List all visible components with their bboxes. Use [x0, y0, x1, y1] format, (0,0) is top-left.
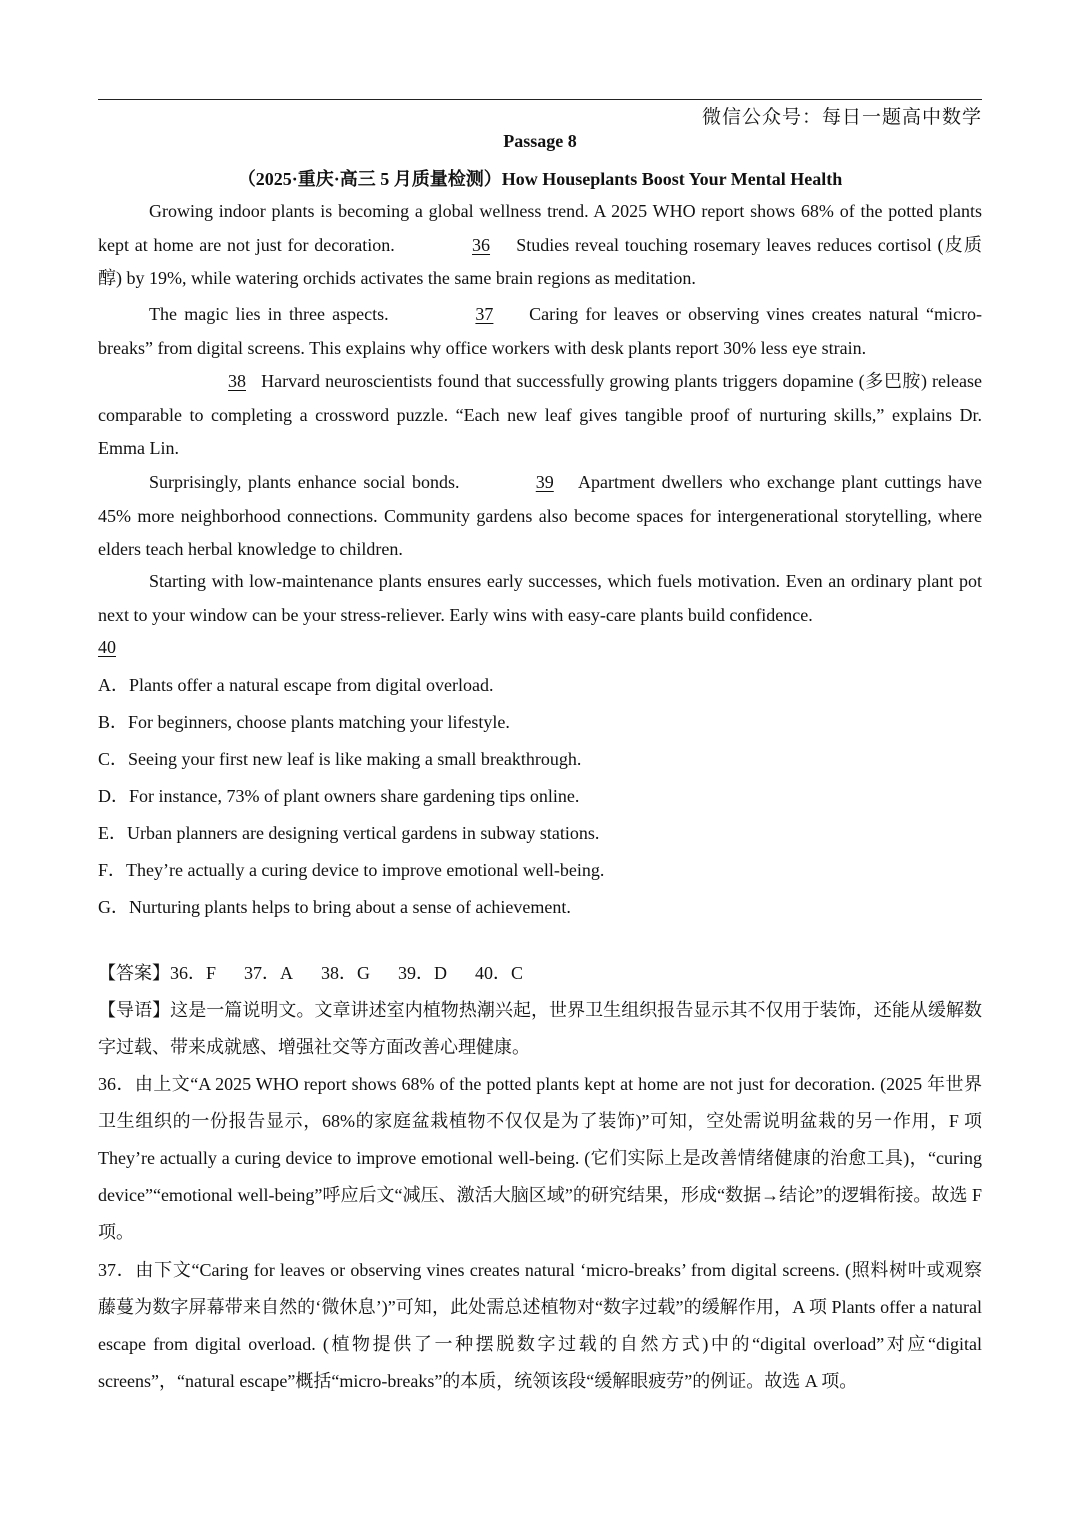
blank-37: 37: [475, 304, 494, 324]
option-a: A．Plants offer a natural escape from digital overload.: [98, 675, 494, 695]
header-rule: [98, 99, 982, 100]
paragraph-5-blank: [98, 631, 982, 665]
paragraph-3: 38 Harvard neuroscientists found that successfully growing plants triggers dopamine (多巴胺) release comparable to completing a crossword puzzle. “Each new leaf gives tangible proof of nurturing skills,” explains Dr. Emma Lin.: [98, 365, 982, 466]
answer-37: 37．A: [244, 963, 294, 983]
answer-36: 36．F: [170, 963, 217, 983]
blank-39: 39: [535, 472, 554, 492]
paragraph-5: Starting with low-maintenance plants ensures early successes, which fuels motivation. Even an ordinary plant pot next to your window can be your stress-reliever. Early wins with easy-care plants build confidence.: [98, 571, 982, 625]
answer-39: 39．D: [398, 963, 448, 983]
answer-key: [98, 955, 982, 992]
answer-label: 【答案】: [98, 963, 170, 983]
header-watermark: 微信公众号：每日一题高中数学: [701, 106, 982, 128]
passage-label: Passage 8: [503, 131, 577, 151]
answer-38: 38．G: [321, 963, 371, 983]
paragraph-1: Growing indoor plants is becoming a global wellness trend. A 2025 WHO report shows 68% of the potted plants kept at home are not just for decoration. 36 Studies reveal touching rosemary leaves reduces cortisol (皮质醇) by 19%, while watering orchids activates the same brain regions as meditation.: [98, 201, 983, 288]
blank-40: 40: [98, 637, 116, 657]
option-d: D．For instance, 73% of plant owners share gardening tips online.: [98, 786, 580, 806]
paragraph-2: The magic lies in three aspects. 37 Caring for leaves or observing vines creates natural “micro-breaks” from digital screens. This explains why office workers with desk plants report 30% less eye strain.: [98, 298, 982, 365]
explanation-36: 36．由上文“A 2025 WHO report shows 68% of the potted plants kept at home are not just for decoration. (2025 年世界卫生组织的一份报告显示，68%的家庭盆栽植物不仅仅是为了装饰)”可知，空处需说明盆栽的另一作用，F 项 They’re actually a curing device to improve emotional well-being. (它们实际上是改善情绪健康的治愈工具)，“curing device”“emotional well-being”呼应后文“减压、激活大脑区域”的研究结果，形成“数据→结论”的逻辑衔接。故选 F 项。: [98, 1074, 982, 1242]
answer-40: 40．C: [475, 963, 524, 983]
option-c: C．Seeing your first new leaf is like making a small breakthrough.: [98, 749, 582, 769]
option-e: E．Urban planners are designing vertical gardens in subway stations.: [98, 823, 600, 843]
option-f: F．They’re actually a curing device to improve emotional well-being.: [98, 860, 605, 880]
explanation-37: 37．由下文“Caring for leaves or observing vines creates natural ‘micro-breaks’ from digital screens. (照料树叶或观察藤蔓为数字屏幕带来自然的‘微休息’)”可知，此处需总述植物对“数字过载”的缓解作用，A 项 Plants offer a natural escape from digital overload. (植物提供了一种摆脱数字过载的自然方式)中的“digital overload”对应“digital screens”，“natural escape”概括“micro-breaks”的本质，统领该段“缓解眼疲劳”的例证。故选 A 项。: [98, 1260, 982, 1391]
blank-38: 38: [228, 371, 246, 391]
guide-text: 【导语】这是一篇说明文。文章讲述室内植物热潮兴起，世界卫生组织报告显示其不仅用于装饰，还能从缓解数字过载、带来成就感、增强社交等方面改善心理健康。: [98, 1000, 982, 1057]
blank-36: 36: [472, 234, 491, 255]
option-g: G．Nurturing plants helps to bring about a sense of achievement.: [98, 897, 571, 917]
passage-title: （2025·重庆·高三 5 月质量检测）How Houseplants Boost Your Mental Health: [237, 169, 843, 189]
option-b: B．For beginners, choose plants matching your lifestyle.: [98, 712, 510, 732]
paragraph-4: Surprisingly, plants enhance social bonds. 39 Apartment dwellers who exchange plant cuttings have 45% more neighborhood connections. Community gardens also become spaces for intergenerational storytelling, where elders teach herbal knowledge to children.: [98, 466, 982, 567]
